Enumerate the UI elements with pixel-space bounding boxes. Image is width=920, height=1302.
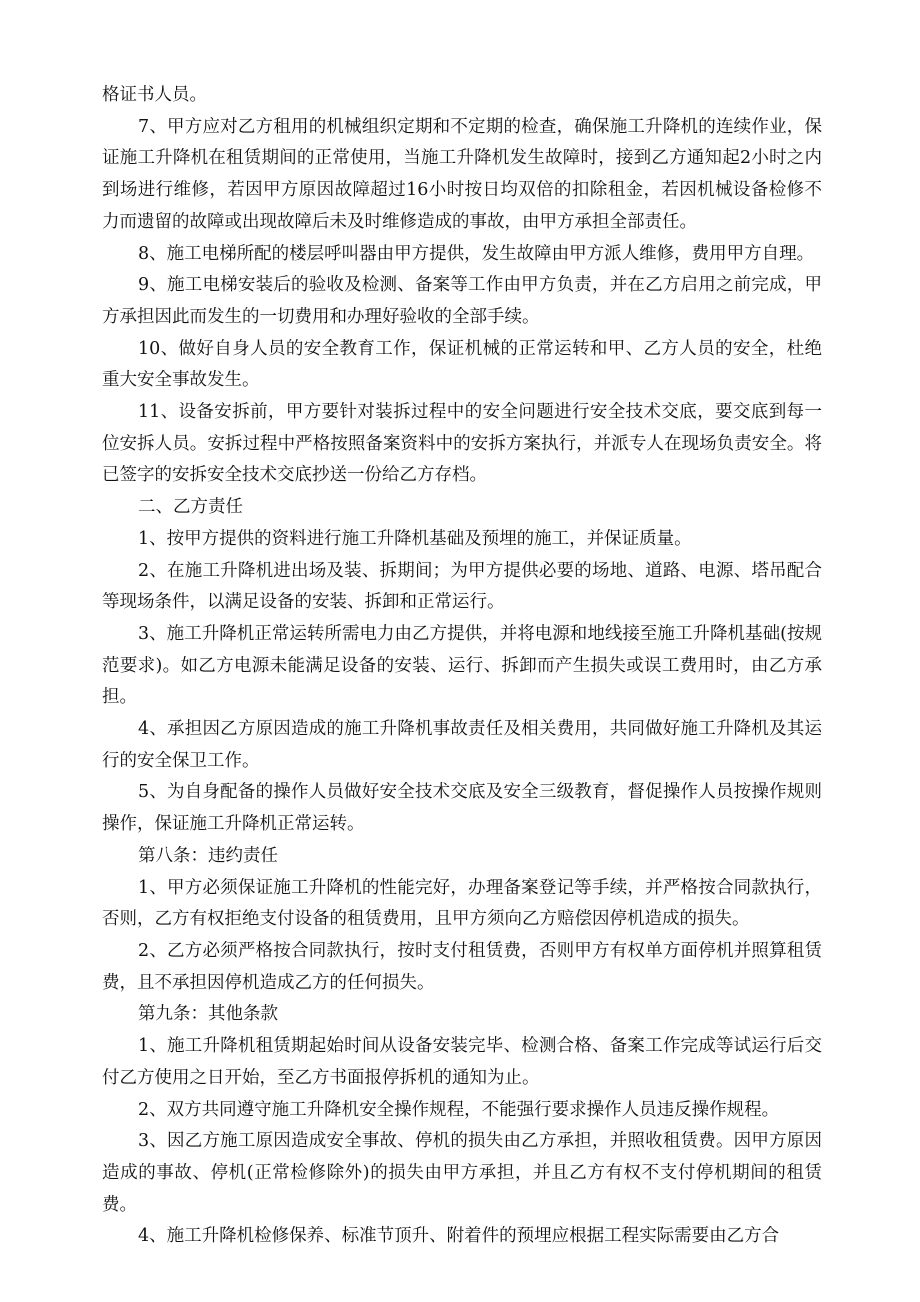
document-page (102, 80, 822, 1253)
section-heading-article-9: 第九条：其他条款 (138, 1004, 278, 1025)
paragraph-8: 2、在施工升降机进出场及装、拆期间；为甲方提供必要的场地、道路、电源、塔吊配合等现场条件，以满足设备的安装、拆卸和正常运行。 (102, 560, 822, 613)
paragraph-19: 4、施工升降机检修保养、标准节顶升、附着件的预埋应根据工程实际需要由乙方合 (138, 1226, 780, 1247)
section-heading-party-b: 二、乙方责任 (138, 497, 243, 518)
paragraph-2: 8、施工电梯所配的楼层呼叫器由甲方提供，发生故障由甲方派人维修，费用甲方自理。 (138, 243, 815, 264)
paragraph-16: 1、施工升降机租赁期起始时间从设备安装完毕、检测合格、备案工作完成等试运行后交付乙方使用之日开始，至乙方书面报停拆机的通知为止。 (102, 1036, 822, 1088)
paragraph-7: 1、按甲方提供的资料进行施工升降机基础及预埋的施工，并保证质量。 (138, 528, 692, 549)
paragraph-4: 10、做好自身人员的安全教育工作，保证机械的正常运转和甲、乙方人员的安全，杜绝重大安全事故发生。 (102, 338, 822, 391)
paragraph-10: 4、承担因乙方原因造成的施工升降机事故责任及相关费用，共同做好施工升降机及其运行的安全保卫工作。 (102, 719, 822, 771)
section-heading-article-8: 第八条：违约责任 (138, 845, 278, 866)
paragraph-11: 5、为自身配备的操作人员做好安全技术交底及安全三级教育，督促操作人员按操作规则操作，保证施工升降机正常运转。 (102, 782, 822, 835)
paragraph-13: 1、甲方必须保证施工升降机的性能完好，办理备案登记等手续，并严格按合同款执行，否则，乙方有权拒绝支付设备的租赁费用，且甲方须向乙方赔偿因停机造成的损失。 (102, 877, 822, 930)
paragraph-18: 3、因乙方施工原因造成安全事故、停机的损失由乙方承担，并照收租赁费。因甲方原因造成的事故、停机(正常检修除外)的损失由甲方承担，并且乙方有权不支付停机期间的租赁费。 (102, 1131, 822, 1215)
paragraph-1: 7、甲方应对乙方租用的机械组织定期和不定期的检查，确保施工升降机的连续作业，保证施工升降机在租赁期间的正常使用，当施工升降机发生故障时，接到乙方通知起2小时之内到场进行维修，若因甲方原因故障超过16小时按日均双倍的扣除租金，若因机械设备检修不力而遗留的故障或出现故障后未及时维修造成的事故，由甲方承担全部责任。 (102, 116, 822, 232)
paragraph-3: 9、施工电梯安装后的验收及检测、备案等工作由甲方负责，并在乙方启用之前完成，甲方承担因此而发生的一切费用和办理好验收的全部手续。 (102, 275, 822, 327)
paragraph-17: 2、双方共同遵守施工升降机安全操作规程，不能强行要求操作人员违反操作规程。 (138, 1099, 780, 1120)
paragraph-0: 格证书人员。 (102, 85, 207, 105)
paragraph-5: 11、设备安拆前，甲方要针对装拆过程中的安全问题进行安全技术交底，要交底到每一位安拆人员。安拆过程中严格按照备案资料中的安拆方案执行，并派专人在现场负责安全。将已签字的安拆安全技术交底抄送一份给乙方存档。 (102, 402, 822, 486)
paragraph-9: 3、施工升降机正常运转所需电力由乙方提供，并将电源和地线接至施工升降机基础(按规范要求)。如乙方电源未能满足设备的安装、运行、拆卸而产生损失或误工费用时，由乙方承担。 (102, 623, 822, 708)
paragraph-14: 2、乙方必须严格按合同款执行，按时支付租赁费，否则甲方有权单方面停机并照算租赁费，且不承担因停机造成乙方的任何损失。 (102, 940, 822, 993)
